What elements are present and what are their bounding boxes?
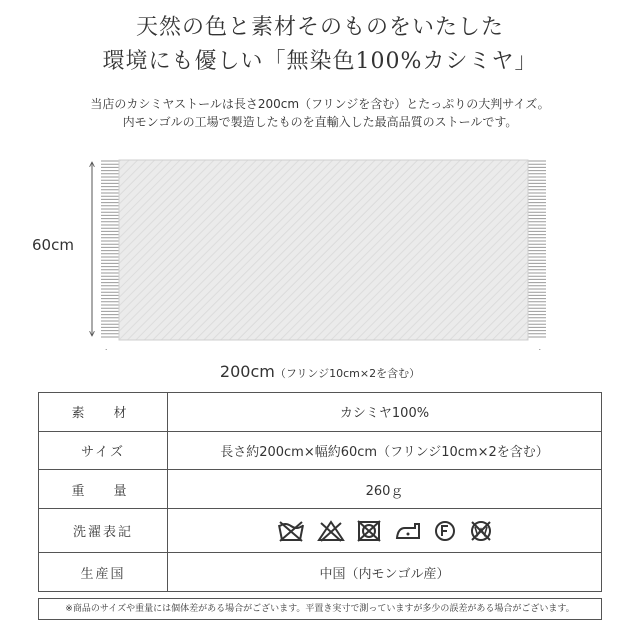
spec-label-origin: 生産国 [39,553,168,592]
width-note: （フリンジ10cm×2を含む） [274,367,421,380]
table-row [39,393,602,432]
spec-table [38,392,602,592]
table-row [39,508,602,552]
spec-label-size: サイズ [39,431,168,470]
spec-label-care: 洗濯表記 [39,508,168,552]
spec-value-origin: 中国（内モンゴル産） [168,553,602,592]
description-line-1: 当店のカシミヤストールは長さ200cm（フリンジを含む）とたっぷりの大判サイズ。 [90,97,550,111]
spec-label-material: 素 材 [39,393,168,432]
dry-clean-f-icon [433,520,457,542]
no-wet-clean-icon [469,520,493,542]
width-label-row [0,362,640,381]
no-tumble-dry-icon [357,520,381,542]
fringe-right [528,161,546,337]
table-row [39,470,602,509]
width-label: 200cm [219,362,275,381]
headline-line-2: 環境にも優しい「無染色100%カシミヤ」 [102,49,538,74]
iron-low-icon [393,520,421,542]
spec-label-weight: 重 量 [39,470,168,509]
spec-value-material: カシミヤ100% [168,393,602,432]
headline-line-1: 天然の色と素材そのものをいたした [135,15,504,40]
table-row [39,431,602,470]
footnote: ※商品のサイズや重量には個体差がある場合がございます。平置き実寸で測っていますが多少の誤差がある場合がございます。 [38,598,602,620]
height-label: 60cm [32,236,74,254]
spec-value-weight: 260ｇ [168,470,602,509]
stole-body [119,160,528,340]
no-wash-icon [277,520,305,542]
table-row [39,553,602,592]
description-line-2: 内モンゴルの工場で製造したものを直輸入した最高品質のストールです。 [122,115,518,129]
spec-value-care [168,508,602,552]
spec-value-size: 長さ約200cm×幅約60cm（フリンジ10cm×2を含む） [168,431,602,470]
stole-diagram [0,150,640,350]
fringe-left [101,161,119,337]
no-bleach-icon [317,520,345,542]
